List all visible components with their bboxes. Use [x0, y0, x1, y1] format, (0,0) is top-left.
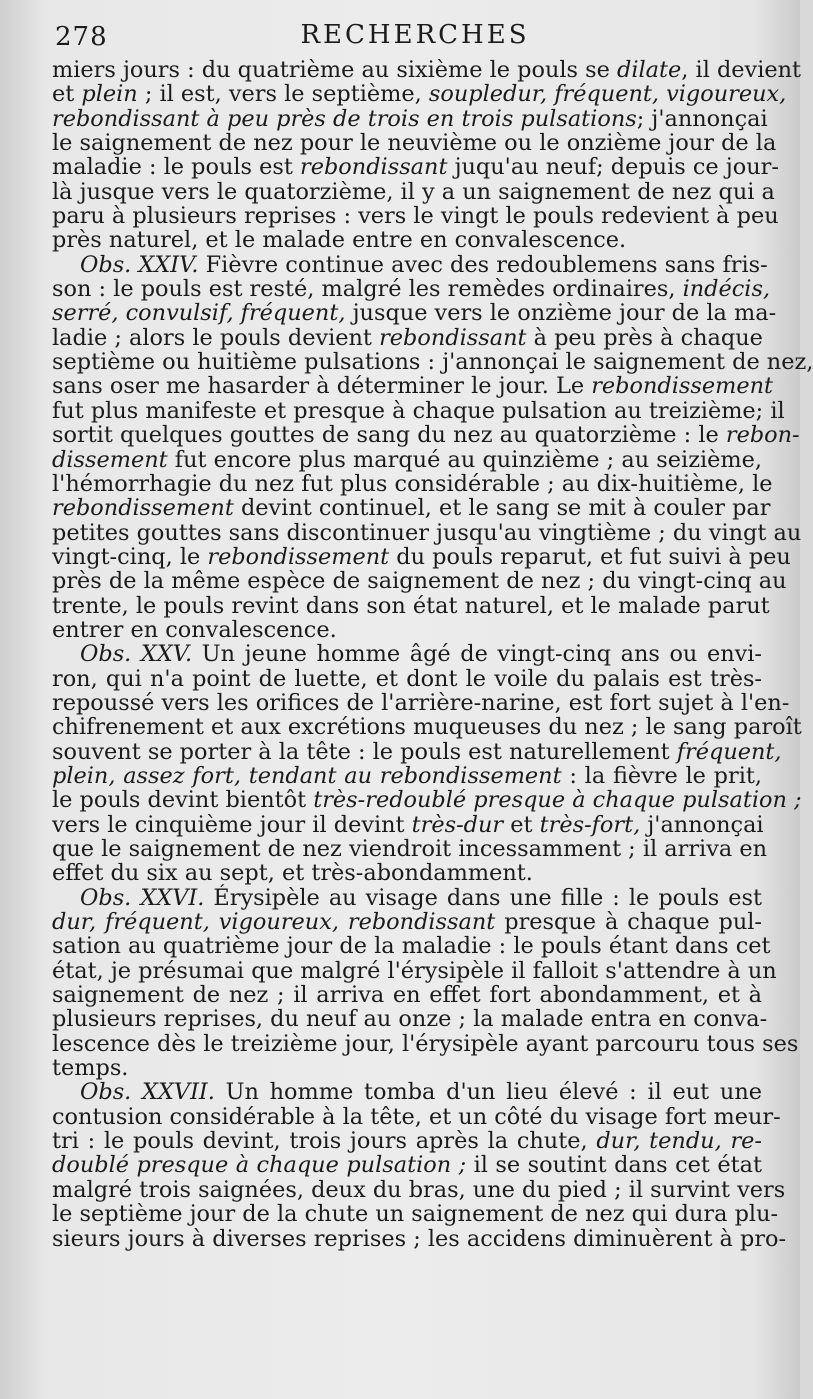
text-segment: le septième jour de la chute un saignement de nez qui dura plu-: [52, 1201, 779, 1228]
text-line: [52, 983, 762, 1007]
text-segment: repoussé vers les orifices de l'arrière-narine, est fort sujet à l'en-: [52, 689, 790, 716]
text-line: [52, 1153, 762, 1177]
italic-text: rebon-: [725, 422, 800, 449]
italic-text: très-dur: [411, 811, 504, 838]
text-segment: tri : le pouls devint, trois jours après la chute,: [52, 1128, 597, 1155]
text-line: [52, 373, 774, 400]
text-segment: juqu'au neuf; depuis ce jour-: [447, 154, 779, 181]
text-line: [52, 714, 802, 741]
italic-text: Obs. XXIV.: [80, 251, 199, 278]
italic-text: rebondissement: [207, 543, 390, 570]
text-segment: j'annonçai: [640, 811, 764, 838]
text-line: [52, 886, 762, 910]
text-segment: paru à plusieurs reprises : vers le vingt le pouls redevient à peu: [52, 203, 779, 230]
text-segment: à peu près à chaque: [526, 324, 763, 351]
text-line: [52, 397, 785, 424]
text-segment: saignement de nez ; il arriva en effet fort abondamment, et à: [52, 982, 762, 1009]
text-line: [52, 178, 775, 205]
text-segment: fut encore plus marqué au quinzième ; au seizième,: [167, 446, 762, 473]
text-line: [52, 1176, 786, 1203]
text-segment: Un jeune homme âgé de vingt-cinq ans ou envi-: [192, 641, 762, 668]
text-line: [52, 1225, 787, 1252]
text-segment: que le saignement de nez viendroit incessamment ; il arriva en: [52, 836, 767, 862]
italic-text: rebondissement: [591, 373, 774, 400]
text-line: [52, 228, 762, 252]
italic-text: rebondissant: [379, 324, 527, 351]
text-line: [52, 448, 762, 472]
page-body-text: [52, 57, 813, 1252]
text-segment: près naturel, et le malade entre en convalescence.: [52, 227, 627, 254]
text-segment: près de la même espèce de saignement de nez ; du vingt-cinq au: [52, 568, 787, 595]
text-line: [52, 1103, 781, 1130]
text-line: [52, 667, 762, 691]
italic-text: dur, tendu, re-: [596, 1128, 762, 1155]
text-segment: plusieurs reprises, du neuf au onze ; la malade entra en conva-: [52, 1006, 768, 1033]
italic-text: Obs. XXV.: [80, 641, 193, 668]
text-segment: et: [52, 81, 82, 108]
text-segment: chifrenement et aux excrétions muqueuses du nez ; le sang paroît: [52, 714, 802, 741]
italic-text: fréquent,: [676, 738, 782, 765]
text-segment: : la fièvre le prit,: [561, 762, 762, 789]
text-line: [52, 1129, 762, 1153]
text-segment: sation au quatrième jour de la maladie : le pouls étant dans cet: [52, 933, 771, 960]
italic-text: rebondissant: [300, 154, 448, 181]
text-line: [52, 203, 779, 230]
text-line: [52, 787, 802, 814]
italic-text: dur, fréquent, vigoureux, rebondissant: [52, 909, 496, 936]
text-segment: le pouls devint bientôt: [52, 787, 314, 814]
text-line: [52, 1201, 779, 1228]
italic-text: indécis,: [682, 276, 771, 303]
text-line: [52, 861, 762, 885]
italic-text: souple: [428, 81, 503, 108]
text-segment: l'hémorrhagie du nez fut plus considérable ; au dix-huitième, le: [52, 470, 773, 497]
text-segment: , il devient: [681, 57, 802, 83]
text-segment: devint continuel, et le sang se mit à couler par: [233, 495, 771, 522]
text-line: [52, 519, 802, 546]
text-segment: ron, qui n'a point de luette, et dont le voile du palais est très-: [52, 665, 762, 692]
text-line: [52, 251, 768, 278]
text-segment: son : le pouls est resté, malgré les remèdes ordinaires,: [52, 276, 683, 303]
text-line: [52, 1006, 768, 1033]
text-line: [52, 738, 782, 765]
text-line: [52, 1056, 762, 1080]
text-line: [52, 300, 777, 327]
text-line: [52, 495, 771, 522]
text-segment: miers jours : du quatrième au sixième le pouls se: [52, 57, 618, 83]
italic-text: rebondissant à peu près de trois en trois pulsations: [52, 105, 637, 132]
text-segment: vingt-cinq, le: [52, 543, 208, 570]
text-segment: contusion considérable à la tête, et un côté du visage fort meur-: [52, 1103, 781, 1130]
text-segment: sortit quelques gouttes de sang du nez au quatorzième : le: [52, 422, 726, 449]
text-line: [52, 933, 771, 960]
italic-text: dur, fréquent, vigoureux,: [502, 81, 787, 108]
text-line: [52, 326, 762, 350]
text-segment: presque à chaque pul-: [495, 909, 762, 936]
text-segment: ; j'annonçai: [636, 105, 768, 132]
italic-text: Obs. XXVII.: [80, 1079, 215, 1106]
text-line: [52, 81, 787, 108]
text-segment: ; il est, vers le septième,: [137, 81, 429, 108]
text-line: [52, 1030, 799, 1057]
text-line: [52, 349, 813, 376]
text-line: [52, 57, 802, 83]
text-line: [52, 543, 791, 570]
text-segment: maladie : le pouls est: [52, 154, 301, 181]
text-line: [52, 105, 768, 132]
text-segment: malgré trois saignées, deux du bras, une du pied ; il survint vers: [52, 1176, 786, 1203]
italic-text: très-redoublé presque à chaque pulsation ;: [313, 787, 802, 814]
italic-text: rebondissement: [52, 495, 234, 522]
text-segment: septième ou huitième pulsations : j'annonçai le saignement de nez,: [52, 349, 813, 376]
page-header: [55, 18, 745, 58]
text-segment: jusque vers le onzième jour de la ma-: [345, 300, 777, 327]
italic-text: doublé presque à chaque pulsation ;: [52, 1152, 467, 1179]
text-segment: entrer en convalescence.: [52, 616, 337, 643]
italic-text: plein, assez fort, tendant au rebondissement: [52, 762, 562, 789]
text-line: [52, 276, 771, 303]
page-number: 278: [55, 22, 108, 52]
italic-text: dissement: [52, 446, 168, 473]
text-segment: il se soutint dans cet état: [466, 1152, 763, 1179]
text-segment: lescence dès le treizième jour, l'érysipèle ayant parcouru tous ses: [52, 1030, 799, 1057]
text-segment: vers le cinquième jour il devint: [52, 811, 412, 838]
text-line: [52, 689, 790, 716]
text-line: [52, 568, 787, 595]
text-line: [52, 957, 777, 984]
text-line: [52, 470, 773, 497]
text-segment: Un homme tomba d'un lieu élevé : il eut une: [214, 1079, 762, 1106]
italic-text: plein: [81, 81, 138, 108]
text-segment: et: [503, 811, 540, 838]
text-segment: Fièvre continue avec des redoublemens sans fris-: [198, 251, 768, 278]
text-line: [52, 130, 777, 157]
text-line: [52, 422, 800, 449]
text-segment: sans oser me hasarder à déterminer le jour. Le: [52, 373, 592, 400]
text-segment: souvent se porter à la tête : le pouls est naturellement: [52, 738, 677, 765]
text-line: [52, 154, 779, 181]
italic-text: Obs. XXVI.: [80, 884, 205, 911]
text-segment: ladie ; alors le pouls devient: [52, 324, 380, 351]
text-segment: temps.: [52, 1055, 129, 1082]
running-title: RECHERCHES: [300, 20, 530, 50]
text-line: [52, 813, 762, 837]
text-segment: là jusque vers le quatorzième, il y a un saignement de nez qui a: [52, 178, 775, 205]
text-line: [52, 592, 770, 619]
italic-text: très-fort,: [539, 811, 641, 838]
text-segment: fut plus manifeste et presque à chaque pulsation au treizième; il: [52, 397, 785, 424]
italic-text: serré, convulsif, fréquent,: [52, 300, 346, 327]
text-segment: effet du six au sept, et très-abondamment.: [52, 860, 533, 887]
text-segment: petites gouttes sans discontinuer jusqu'au vingtième ; du vingt au: [52, 519, 802, 546]
text-segment: sieurs jours à diverses reprises ; les accidens diminuèrent à pro-: [52, 1225, 787, 1252]
text-segment: Érysipèle au visage dans une fille : le pouls est: [204, 884, 763, 911]
italic-text: dilate: [617, 57, 682, 83]
text-line: [52, 764, 762, 788]
text-segment: le saignement de nez pour le neuvième ou le onzième jour de la: [52, 130, 777, 157]
text-line: [52, 1080, 762, 1104]
text-line: [52, 910, 762, 934]
text-line: [52, 836, 767, 862]
text-segment: du pouls reparut, et fut suivi à peu: [389, 543, 791, 570]
text-segment: état, je présumai que malgré l'érysipèle il falloit s'attendre à un: [52, 957, 777, 984]
text-segment: trente, le pouls revint dans son état naturel, et le malade parut: [52, 592, 770, 619]
text-line: [52, 618, 762, 642]
text-line: [52, 642, 762, 666]
